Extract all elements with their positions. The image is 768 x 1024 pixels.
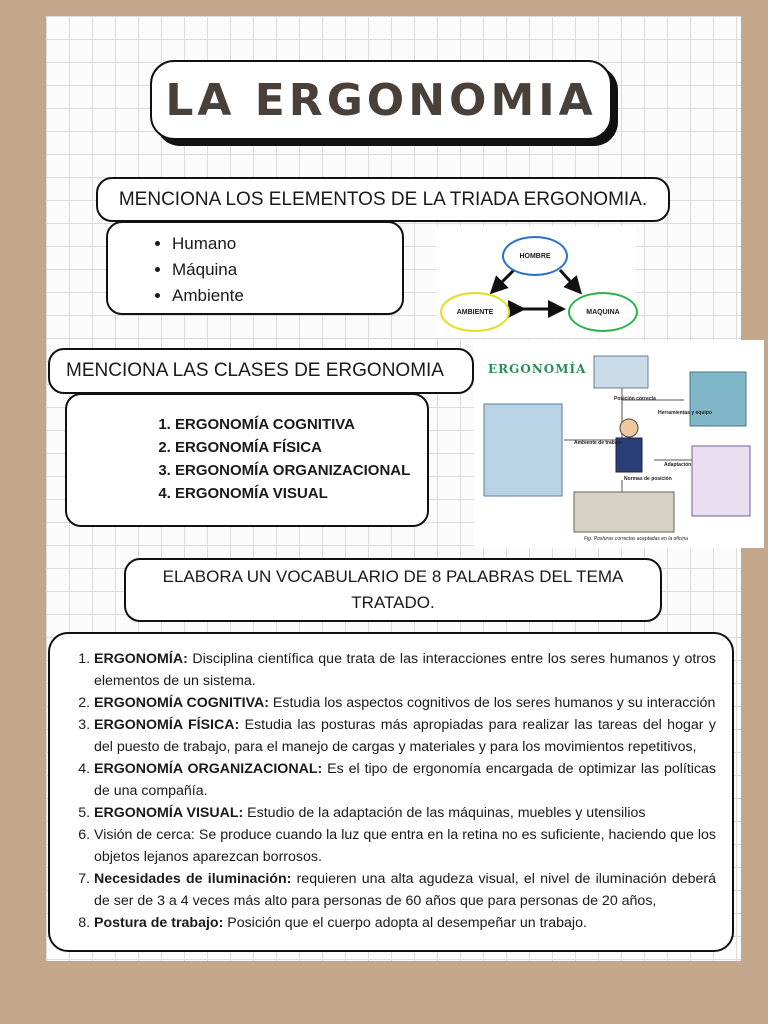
question-1-text: MENCIONA LOS ELEMENTOS DE LA TRIADA ERGONOMIA. [118, 188, 648, 210]
vocab-definition: Visión de cerca: Se produce cuando la luz que entra en la retina no es suficiente, haciendo que los objetos lejanos aparezcan borrosos. [94, 827, 716, 865]
list-item: • Máquina [172, 257, 402, 283]
vocab-definition: Disciplina científica que trata de las interacciones entre los seres humanos y otros elementos de un sistema. [94, 651, 716, 689]
list-item: 3. ERGONOMÍA ORGANIZACIONAL [175, 459, 427, 482]
question-2-text: MENCIONA LAS CLASES DE ERGONOMIA [66, 360, 444, 381]
figure-label: Herramientas y equipo [658, 410, 712, 416]
list-item: • Ambiente [172, 283, 402, 309]
question-2-heading [48, 348, 474, 394]
vocab-term: Necesidades de iluminación: [94, 871, 292, 887]
figure-title: ERGONOMÍA [488, 362, 587, 376]
page-title: LA ERGONOMIA [165, 74, 597, 126]
list-item: 4. ERGONOMÍA VISUAL [175, 482, 427, 505]
triad-node-top: HOMBRE [502, 236, 568, 276]
vocab-term: ERGONOMÍA COGNITIVA: [94, 695, 269, 711]
vocab-definition: Estudio de la adaptación de las máquinas, muebles y utensilios [243, 805, 646, 821]
figure-label: Normas de posición [624, 476, 672, 482]
ergonomics-illustration [474, 340, 764, 548]
figure-label: Ambiente de trabajo [574, 440, 623, 446]
ergonomics-classes-list [65, 393, 429, 527]
question-3-heading [124, 558, 662, 622]
vocab-term: ERGONOMÍA: [94, 651, 188, 667]
vocab-term: ERGONOMÍA ORGANIZACIONAL: [94, 761, 323, 777]
vocabulary-box [48, 632, 734, 952]
vocab-definition: requieren una alta agudeza visual, el nivel de iluminación deberá de ser de 3 a 4 veces más alto para personas de 60 años que para personas de 20 años, [94, 871, 716, 909]
triad-elements-list [106, 221, 404, 315]
vocab-definition: Estudia los aspectos cognitivos de los seres humanos y su interacción [268, 695, 716, 711]
vocab-term: Postura de trabajo: [94, 915, 224, 931]
vocab-term: ERGONOMÍA VISUAL: [94, 805, 244, 821]
list-item: • Humano [172, 231, 402, 257]
vocab-item [94, 824, 716, 868]
figure-caption: Fig. Posturas correctas aceptadas en la oficina [584, 536, 688, 542]
list-item: 2. ERGONOMÍA FÍSICA [175, 436, 427, 459]
vocab-term: ERGONOMÍA FÍSICA: [94, 717, 240, 733]
vocab-item [94, 802, 716, 824]
figure-label: Posición correcta [614, 396, 656, 402]
triad-node-right: MAQUINA [568, 292, 638, 332]
vocab-item [94, 714, 716, 758]
vocab-item [94, 868, 716, 912]
triad-diagram [436, 226, 636, 338]
vocab-definition: Estudia las posturas más apropiadas para realizar las tareas del hogar y del puesto de trabajo, para el manejo de cargas y materiales y para los movimientos repetitivos, [94, 717, 716, 755]
question-3-text: ELABORA UN VOCABULARIO DE 8 PALABRAS DEL TEMA TRATADO. [162, 567, 624, 612]
page-title-box [150, 60, 612, 140]
question-1-heading [96, 177, 670, 222]
vocab-definition: Es el tipo de ergonomía encargada de optimizar las políticas de una compañía. [94, 761, 717, 799]
vocab-definition: Posición que el cuerpo adopta al desempeñar un trabajo. [223, 915, 587, 931]
vocab-item [94, 912, 716, 934]
vocab-item [94, 648, 716, 692]
vocab-item [94, 758, 716, 802]
triad-node-left: AMBIENTE [440, 292, 510, 332]
vocab-item [94, 692, 716, 714]
figure-label: Adaptación [664, 462, 692, 468]
list-item: 1. ERGONOMÍA COGNITIVA [175, 413, 427, 436]
